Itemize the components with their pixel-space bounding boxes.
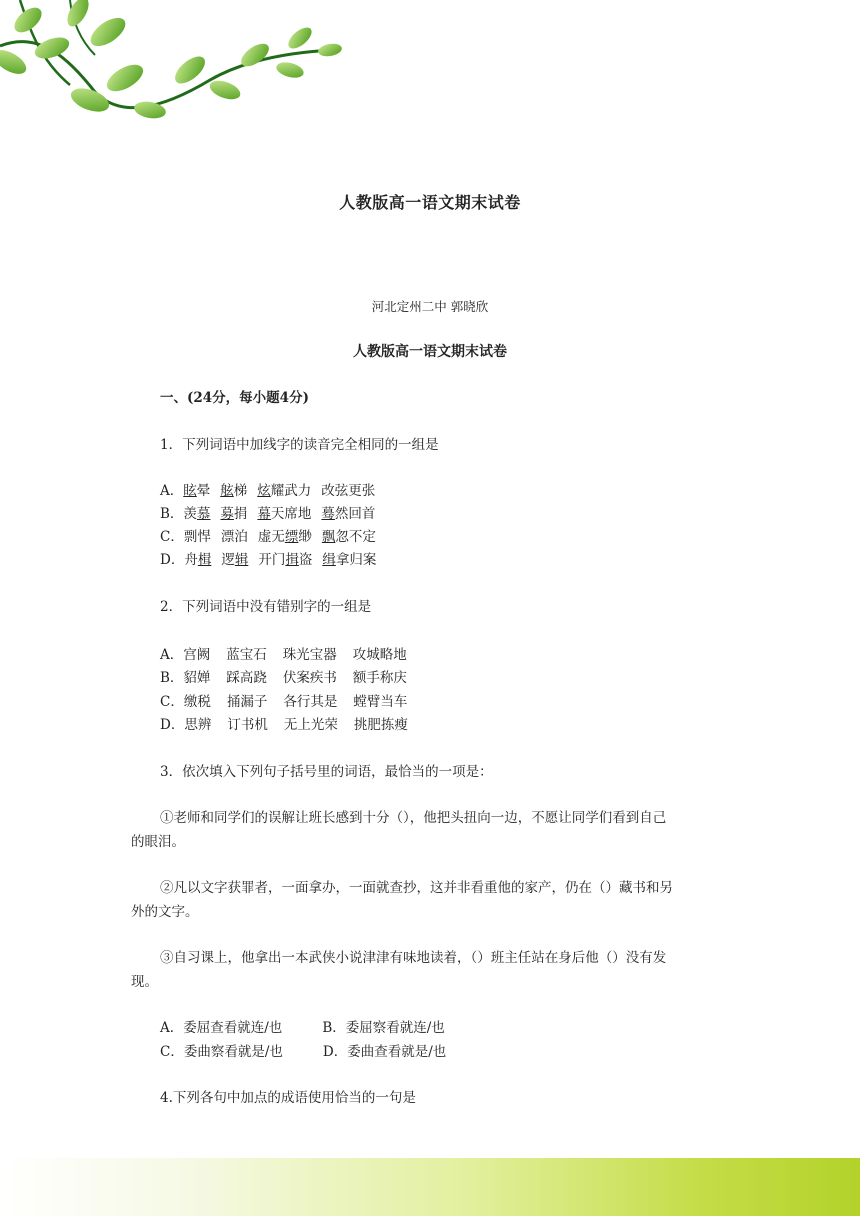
q3-option-c: C．委曲察看就是/也	[160, 1044, 283, 1060]
q2-option-d: D．思辨 订书机 无上光荣 挑肥拣瘦	[160, 717, 408, 733]
q1-option-a: A．眩晕 舷梯 炫耀武力 改弦更张	[160, 483, 376, 499]
q3-sentence-2-line-1: ②凡以文字获罪者，一面拿办，一面就查抄，这并非看重他的家产，仍在（）藏书和另	[160, 880, 673, 896]
q1-option-b: B．羡慕 募捐 幕天席地 蓦然回首	[160, 506, 376, 522]
q2-option-a: A．宫阙 蓝宝石 珠光宝器 攻城略地	[160, 647, 407, 663]
q3-sentence-1-line-1: ①老师和同学们的误解让班长感到十分（），他把头扭向一边，不愿让同学们看到自己	[160, 810, 667, 826]
q3-sentence-2-line-2: 外的文字。	[131, 904, 199, 920]
q3-sentence-1-line-2: 的眼泪。	[131, 834, 185, 850]
q1-option-c: C．剽悍 漂泊 虚无缥缈 飘忽不定	[160, 529, 376, 545]
section-heading: 一、(24分，每小题4分)	[160, 390, 309, 406]
q2-option-b: B．貂婵 踩高跷 伏案疾书 额手称庆	[160, 670, 407, 686]
q3-option-b: B．委屈察看就连/也	[322, 1020, 445, 1036]
q4-stem: 4.下列各句中加点的成语使用恰当的一句是	[160, 1090, 416, 1106]
q1-option-d: D．舟楫 逻辑 开门揖盗 缉拿归案	[160, 552, 377, 568]
q2-stem: 2．下列词语中没有错别字的一组是	[160, 599, 372, 615]
q3-sentence-3-line-2: 现。	[131, 974, 158, 990]
q3-options-row-2	[160, 1042, 446, 1062]
leaf-branch-decoration	[0, 0, 360, 130]
q3-sentence-3-line-1: ③自习课上，他拿出一本武侠小说津津有味地读着，（）班主任站在身后他（）没有发	[160, 950, 667, 966]
q1-stem: 1．下列词语中加线字的读音完全相同的一组是	[160, 437, 439, 453]
author-line: 河北定州二中 郭晓欣	[371, 299, 489, 314]
exam-title: 人教版高一语文期末试卷	[353, 344, 507, 360]
q3-option-a: A．委屈查看就连/也	[160, 1020, 283, 1036]
q2-option-c: C．缴税 捅漏子 各行其是 螳臂当车	[160, 694, 408, 710]
footer-green-band	[0, 1158, 860, 1216]
document-title: 人教版高一语文期末试卷	[339, 193, 521, 212]
q3-option-d: D．委曲查看就是/也	[322, 1044, 447, 1060]
q3-stem: 3．依次填入下列句子括号里的词语，最恰当的一项是：	[160, 764, 493, 780]
q3-options-row-1	[160, 1018, 445, 1038]
